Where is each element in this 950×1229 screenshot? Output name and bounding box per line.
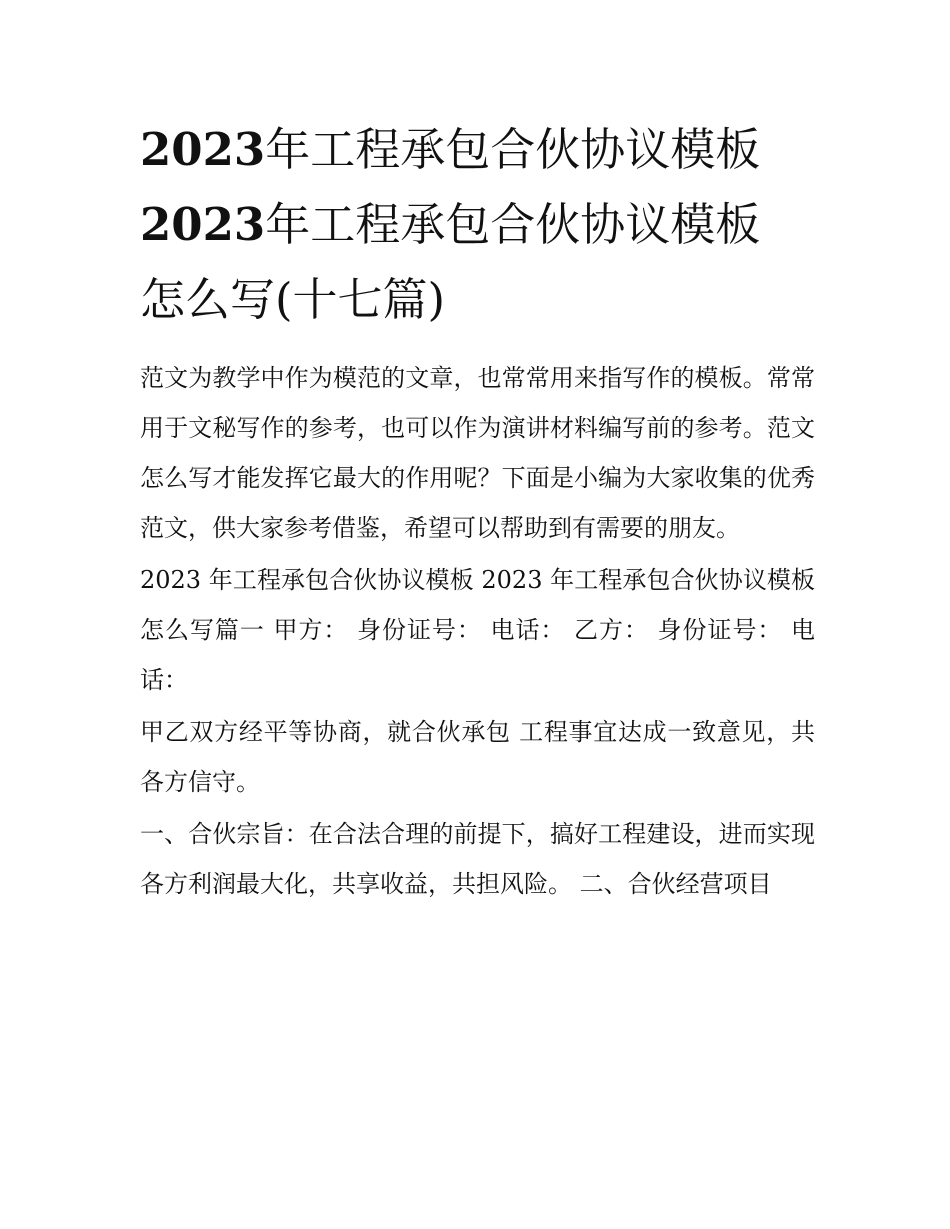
purpose-paragraph: 一、合伙宗旨：在合法合理的前提下，搞好工程建设，进而实现各方利润最大化，共享收益，共担风险。 二、合伙经营项目: [140, 820, 815, 898]
intro-paragraph: 范文为教学中作为模范的文章，也常常用来指写作的模板。常常用于文秘写作的参考，也可以作为演讲材料编写前的参考。范文怎么写才能发挥它最大的作用呢？下面是小编为大家收集的优秀范文，供大家参考借鉴，希望可以帮助到有需要的朋友。: [140, 364, 815, 542]
parties-paragraph: 2023 年工程承包合伙协议模板 2023 年工程承包合伙协议模板怎么写篇一 甲方： 身份证号： 电话： 乙方： 身份证号： 电话：: [140, 566, 815, 694]
document-title: [140, 112, 815, 337]
title-text-1: 年工程承包合伙协议模板: [265, 123, 761, 176]
agreement-paragraph: 甲乙双方经平等协商，就合伙承包 工程事宜达成一致意见，共各方信守。: [140, 718, 815, 796]
title-year-1: 2023: [140, 123, 266, 176]
title-text-3: 怎么写(十七篇): [140, 273, 446, 326]
document-page: [140, 112, 815, 911]
title-text-2: 年工程承包合伙协议模板: [265, 198, 761, 251]
title-year-2: 2023: [140, 198, 266, 251]
